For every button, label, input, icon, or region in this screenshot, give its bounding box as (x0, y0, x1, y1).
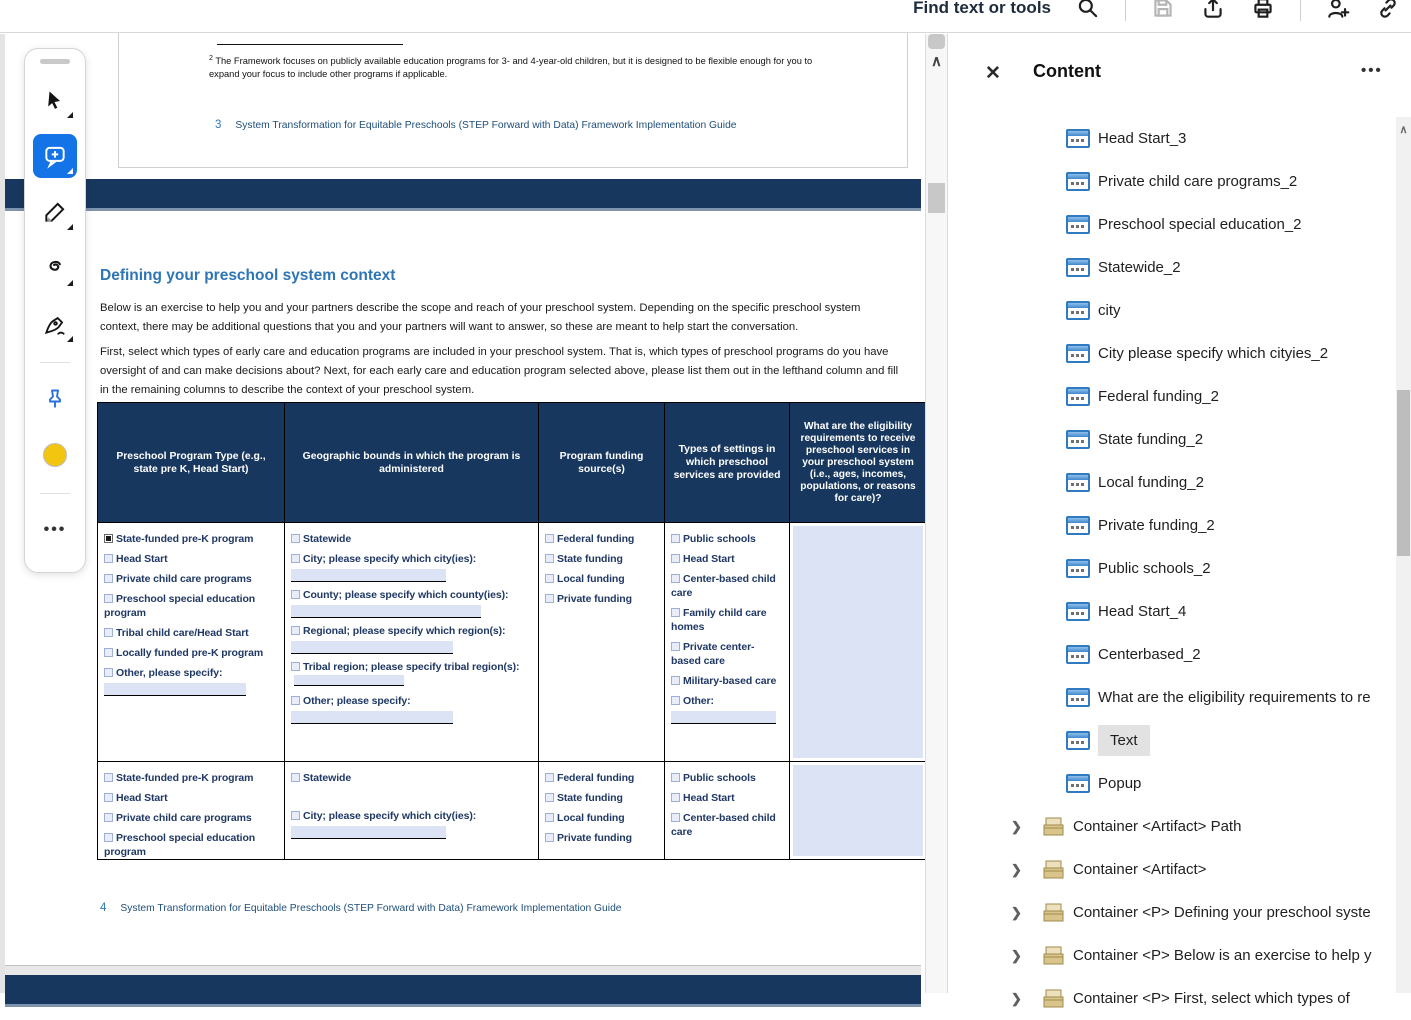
container-box-icon (1041, 944, 1067, 968)
checkbox[interactable] (291, 662, 300, 671)
content-tree-item-label: Centerbased_2 (1098, 646, 1201, 663)
document-scrollbar[interactable] (925, 34, 948, 993)
form-field-icon (1066, 172, 1090, 191)
checkbox[interactable] (545, 813, 554, 822)
checkbox-option (671, 552, 784, 566)
signature-tool-button[interactable] (33, 302, 77, 346)
palette-divider (40, 362, 70, 363)
checkbox-label: Head Start (683, 553, 735, 565)
content-tree-field-item[interactable] (949, 590, 1395, 633)
page-number: 4 (100, 902, 107, 914)
form-field-blank[interactable] (291, 711, 453, 724)
checkbox-option (545, 552, 659, 566)
checkbox[interactable] (104, 628, 113, 637)
lasso-squiggle-icon (42, 255, 68, 281)
content-tree-item-label: Container <P> First, select which types of (1073, 990, 1350, 1007)
content-tree-item-label: State funding_2 (1098, 431, 1204, 448)
checkbox-label: State funding (557, 792, 623, 804)
form-field-icon (1066, 387, 1090, 406)
checkbox-label: Military-based care (683, 675, 777, 687)
table-cell-eligibility (790, 523, 927, 762)
chevron-right-icon[interactable]: ❯ (1011, 904, 1022, 920)
scrollbar-thumb[interactable] (1397, 390, 1410, 556)
checkbox-option (291, 532, 533, 546)
table-cell-funding-source (539, 762, 665, 860)
content-tree-item-label: Preschool special education_2 (1098, 216, 1302, 233)
form-field-icon (1066, 731, 1090, 750)
table-header-cell: Geographic bounds in which the program is administered (285, 403, 539, 523)
form-field-blank[interactable] (291, 641, 453, 654)
content-tree-item-label: Public schools_2 (1098, 560, 1211, 577)
checkbox[interactable] (104, 793, 113, 802)
fountain-pen-icon (42, 311, 68, 337)
checkbox[interactable] (291, 534, 300, 543)
checkbox-option (104, 811, 279, 825)
content-tree-container-item[interactable] (949, 977, 1395, 1020)
chevron-right-icon[interactable]: ❯ (1011, 818, 1022, 834)
cursor-arrow-icon (43, 88, 67, 112)
content-tree-item-label: Container <Artifact> Path (1073, 818, 1242, 835)
checkbox[interactable] (291, 696, 300, 705)
table-header-cell: Program funding source(s) (539, 403, 665, 523)
content-tree-field-item[interactable] (949, 289, 1395, 332)
checkbox-option (545, 572, 659, 586)
content-tree-container-item[interactable] (949, 934, 1395, 977)
panel-options-icon[interactable]: ••• (1361, 62, 1383, 79)
table-cell-eligibility (790, 762, 927, 860)
checkbox-option (545, 592, 659, 606)
checkbox-option (291, 624, 533, 654)
checkbox-option (545, 811, 659, 825)
checkbox-label: Other: (683, 695, 714, 707)
checkbox[interactable] (671, 554, 680, 563)
content-tree-field-item[interactable] (949, 676, 1395, 719)
checkbox-label: Tribal child care/Head Start (116, 627, 249, 639)
table-cell-geographic-bounds (285, 523, 539, 762)
highlight-tool-button[interactable] (33, 190, 77, 234)
add-user-icon[interactable] (1325, 0, 1351, 21)
checkbox-option (104, 592, 279, 620)
form-field-icon (1066, 344, 1090, 363)
content-tree-field-item[interactable] (949, 375, 1395, 418)
content-tree-field-item[interactable] (949, 160, 1395, 203)
checkbox-label: Private funding (557, 593, 632, 605)
page-number: 3 (215, 119, 222, 131)
checkbox-option (291, 552, 533, 582)
checkbox[interactable] (671, 534, 680, 543)
container-box-icon (1041, 901, 1067, 925)
body-paragraph: Below is an exercise to help you and your partners describe the scope and reach of your preschool system. Depending on the specific preschool system context, there may be additional questions that you and your partners will want to answer, so these are meant to help start the conversation. (100, 302, 861, 333)
form-field-blank[interactable] (671, 711, 776, 724)
checkbox[interactable] (104, 648, 113, 657)
color-swatch-button[interactable] (33, 433, 77, 477)
checkbox-label: Preschool special education program (104, 593, 256, 619)
checkbox[interactable] (545, 773, 554, 782)
scrollbar-thumb[interactable] (928, 183, 945, 213)
container-box-icon (1041, 987, 1067, 1011)
checkbox[interactable] (671, 574, 680, 583)
ellipsis-icon: ••• (43, 521, 67, 538)
pin-tool-button[interactable] (33, 377, 77, 421)
checkbox-option (671, 674, 784, 688)
scrollbar-top-cap[interactable] (928, 34, 945, 49)
checkbox[interactable] (291, 811, 300, 820)
table-header-cell: Types of settings in which preschool services are provided (665, 403, 790, 523)
form-field-icon (1066, 129, 1090, 148)
checkbox-label: Other; please specify: (303, 695, 411, 707)
checkbox[interactable] (104, 594, 113, 603)
panel-scrollbar[interactable] (1396, 117, 1411, 993)
checkbox-label: Family child care homes (671, 607, 767, 633)
checkbox-label: County; please specify which county(ies): (303, 589, 509, 601)
checkbox-label: Head Start (683, 792, 735, 804)
pushpin-icon (43, 387, 67, 411)
table-cell-settings (665, 523, 790, 762)
checkbox-option (671, 532, 784, 546)
palette-divider (40, 493, 70, 494)
checkbox[interactable] (545, 554, 554, 563)
checkbox[interactable] (545, 534, 554, 543)
checkbox-label: Center-based child care (671, 573, 776, 599)
checkbox-label: Private child care programs (116, 573, 252, 585)
content-tree-container-item[interactable] (949, 805, 1395, 848)
share-upload-icon[interactable] (1200, 0, 1226, 21)
checkbox-option (104, 646, 279, 660)
content-tree-field-item[interactable] (949, 633, 1395, 676)
checkbox-option (291, 588, 533, 618)
content-tree (949, 117, 1395, 1007)
form-field-blank[interactable] (291, 605, 481, 618)
page-4-footer: 4 System Transformation for Equitable Preschools (STEP Forward with Data) Framework Implementation Guide (100, 902, 622, 914)
page-gap (5, 965, 921, 975)
palette-more-button[interactable] (33, 508, 77, 552)
checkbox[interactable] (671, 813, 680, 822)
chevron-right-icon[interactable]: ❯ (1011, 947, 1022, 963)
add-comment-tool-button[interactable] (33, 134, 77, 178)
content-tree-item-label: Text (1098, 725, 1150, 756)
checkbox-label: Private child care programs (116, 812, 252, 824)
footnote-text: $^2$ The Framework focuses on publicly available education programs for 3- and 4-year-old children, but it is designed to be flexible enough for you to expand your focus to include other programs if applicable. (209, 55, 813, 80)
checkbox[interactable] (291, 554, 300, 563)
checkbox[interactable] (545, 793, 554, 802)
checkbox-label: Public schools (683, 772, 756, 784)
pdf-page-4 (5, 211, 921, 965)
checkbox-label: Local funding (557, 573, 625, 585)
form-field-icon (1066, 430, 1090, 449)
table-cell-settings (665, 762, 790, 860)
table-cell-funding-source (539, 523, 665, 762)
checkbox-option (545, 831, 659, 845)
checkbox-label: City; please specify which city(ies): (303, 810, 477, 822)
checkbox[interactable] (671, 642, 680, 651)
container-box-icon (1041, 815, 1067, 839)
checkbox-label: Private funding (557, 832, 632, 844)
checkbox-option (104, 532, 279, 546)
checkbox[interactable] (545, 594, 554, 603)
toolbar-divider (1125, 0, 1126, 21)
checkbox-option (104, 771, 279, 785)
content-tree-field-item[interactable] (949, 762, 1395, 805)
checkbox-option (104, 552, 279, 566)
checkbox[interactable] (291, 626, 300, 635)
footnote-rule (217, 44, 403, 45)
checkbox[interactable] (671, 793, 680, 802)
checkbox-option (291, 660, 533, 688)
content-tree-field-item[interactable] (949, 117, 1395, 160)
chevron-right-icon[interactable]: ❯ (1011, 861, 1022, 877)
content-tree-field-item[interactable] (949, 547, 1395, 590)
palette-drag-handle[interactable] (40, 59, 70, 64)
checkbox-label: Statewide (303, 772, 352, 784)
checkbox-option (671, 606, 784, 634)
checkbox-option (291, 771, 533, 785)
table-cell-program-type (98, 523, 285, 762)
content-tree-item-label: Private child care programs_2 (1098, 173, 1298, 190)
checkbox-label: Head Start (116, 792, 168, 804)
page-4-header-band (5, 179, 921, 211)
checkbox[interactable] (104, 668, 113, 677)
checkbox[interactable] (104, 813, 113, 822)
chevron-right-icon[interactable]: ❯ (1011, 990, 1022, 1006)
checkbox[interactable] (671, 608, 680, 617)
checkbox-option (545, 532, 659, 546)
checkbox[interactable] (104, 773, 113, 782)
checkbox-option (545, 791, 659, 805)
content-tree-field-item[interactable] (949, 203, 1395, 246)
content-tree-item-label: Head Start_3 (1098, 130, 1187, 147)
content-tree-item-label: What are the eligibility requirements to re (1098, 689, 1371, 706)
checkbox-option (104, 572, 279, 586)
eligibility-text-field[interactable] (793, 526, 923, 758)
annotation-tool-palette (24, 48, 86, 573)
checkbox[interactable] (545, 833, 554, 842)
body-paragraph: First, select which types of early care and education programs are included in your preschool system. That is, which types of preschool programs do you have oversight of and can make decisions about? Next, for each early care and education program selected above, please list them out in the lefthand column and fill in the remaining columns to describe the context of your preschool system. (100, 346, 899, 396)
form-field-icon (1066, 774, 1090, 793)
checkbox-label: Regional; please specify which region(s): (303, 625, 506, 637)
checkbox-option (104, 666, 279, 696)
checkbox-option (104, 626, 279, 640)
checkbox-option (545, 771, 659, 785)
content-tree-field-item[interactable] (949, 332, 1395, 375)
form-field-icon (1066, 473, 1090, 492)
checkbox-label: City; please specify which city(ies): (303, 553, 477, 565)
content-tree-item-label: Container <P> Below is an exercise to help y (1073, 947, 1372, 964)
form-field-icon (1066, 215, 1090, 234)
checkbox[interactable] (291, 590, 300, 599)
section-heading: Defining your preschool system context (100, 267, 396, 284)
checkbox-label: State-funded pre-K program (116, 772, 254, 784)
checkbox-option (104, 791, 279, 805)
eligibility-text-field[interactable] (793, 765, 923, 856)
draw-tool-button[interactable] (33, 246, 77, 290)
checkbox-label: Preschool special education program (104, 832, 256, 858)
content-panel (949, 34, 1411, 1007)
checkbox-label: Local funding (557, 812, 625, 824)
content-tree-item-label: city (1098, 302, 1121, 319)
checkbox-label: Center-based child care (671, 812, 776, 838)
checkbox-option (671, 791, 784, 805)
table-header-cell: Preschool Program Type (e.g., state pre K, Head Start) (98, 403, 285, 523)
checkbox-option (671, 811, 784, 839)
checkbox-label: Other, please specify: (116, 667, 223, 679)
form-field-icon (1066, 688, 1090, 707)
checkbox-option (291, 694, 533, 724)
form-field-icon (1066, 645, 1090, 664)
form-field-blank[interactable] (291, 826, 446, 839)
top-toolbar (0, 0, 1411, 33)
form-field-icon (1066, 559, 1090, 578)
page-3-footer: 3 System Transformation for Equitable Preschools (STEP Forward with Data) Framework Implementation Guide (215, 119, 737, 131)
checkbox[interactable] (671, 696, 680, 705)
checkbox-label: State funding (557, 553, 623, 565)
content-tree-field-item[interactable] (949, 246, 1395, 289)
link-icon[interactable] (1375, 0, 1401, 21)
form-field-blank[interactable] (104, 683, 246, 696)
checkbox[interactable] (545, 574, 554, 583)
content-tree-item-label: Private funding_2 (1098, 517, 1215, 534)
checkbox-option (671, 694, 784, 724)
table-cell-program-type (98, 762, 285, 860)
checkbox-label: Tribal region; please specify tribal region(s): (303, 661, 520, 673)
yellow-color-swatch-icon (43, 443, 67, 467)
content-tree-field-item[interactable] (949, 719, 1395, 762)
checkbox[interactable] (104, 554, 113, 563)
checkbox[interactable] (104, 574, 113, 583)
content-tree-field-item[interactable] (949, 504, 1395, 547)
content-tree-item-label: Popup (1098, 775, 1142, 792)
pencil-icon (42, 199, 68, 225)
content-tree-container-item[interactable] (949, 891, 1395, 934)
content-tree-item-label: Container <P> Defining your preschool syste (1073, 904, 1371, 921)
form-field-icon (1066, 516, 1090, 535)
checkbox-label: Federal funding (557, 533, 635, 545)
container-box-icon (1041, 858, 1067, 882)
checkbox-option (291, 809, 533, 839)
table-cell-geographic-bounds (285, 762, 539, 860)
search-icon[interactable] (1075, 0, 1101, 21)
form-field-blank[interactable] (291, 569, 446, 582)
checkbox[interactable] (671, 773, 680, 782)
content-tree-item-label: Head Start_4 (1098, 603, 1187, 620)
scroll-up-icon[interactable]: ∧ (1399, 124, 1408, 136)
checkbox[interactable] (291, 773, 300, 782)
toolbar-divider (1300, 0, 1301, 21)
checkbox[interactable] (104, 534, 113, 543)
checkbox-label: Public schools (683, 533, 756, 545)
checkbox-option (671, 771, 784, 785)
checkbox-label: Locally funded pre-K program (116, 647, 264, 659)
checkbox-option (104, 831, 279, 859)
checkbox[interactable] (104, 833, 113, 842)
select-tool-button[interactable] (33, 78, 77, 122)
panel-title: Content (1033, 61, 1101, 81)
checkbox-label: Private center-based care (671, 641, 755, 667)
find-text-or-tools[interactable]: Find text or tools (913, 0, 1051, 17)
content-tree-field-item[interactable] (949, 418, 1395, 461)
form-field-icon (1066, 301, 1090, 320)
checkbox-label: Federal funding (557, 772, 635, 784)
checkbox-option (671, 572, 784, 600)
save-icon (1150, 0, 1176, 21)
checkbox-label: State-funded pre-K program (116, 533, 254, 545)
content-tree-item-label: Federal funding_2 (1098, 388, 1219, 405)
checkbox[interactable] (671, 676, 680, 685)
print-icon[interactable] (1250, 0, 1276, 21)
comment-plus-icon (42, 143, 68, 169)
content-tree-container-item[interactable] (949, 848, 1395, 891)
form-field-icon (1066, 602, 1090, 621)
content-tree-item-label: Statewide_2 (1098, 259, 1181, 276)
checkbox-label: Head Start (116, 553, 168, 565)
page-5-header-band (5, 975, 921, 1007)
form-field-icon (1066, 258, 1090, 277)
content-tree-item-label: Container <Artifact> (1073, 861, 1207, 878)
content-tree-item-label: City please specify which cityies_2 (1098, 345, 1329, 362)
close-panel-icon[interactable]: ✕ (985, 63, 1001, 84)
checkbox-label: Statewide (303, 533, 352, 545)
scroll-up-icon[interactable]: ∧ (931, 53, 942, 70)
form-field-blank[interactable] (294, 675, 404, 686)
content-tree-item-label: Local funding_2 (1098, 474, 1204, 491)
checkbox-option (671, 640, 784, 668)
preschool-context-table (97, 402, 927, 860)
content-tree-field-item[interactable] (949, 461, 1395, 504)
document-viewport (0, 34, 921, 993)
pdf-page-3 (118, 33, 908, 168)
table-header-cell: What are the eligibility requirements to receive preschool services in your preschool system (i.e., ages, incomes, populations, or reasons for care)? (790, 403, 927, 523)
